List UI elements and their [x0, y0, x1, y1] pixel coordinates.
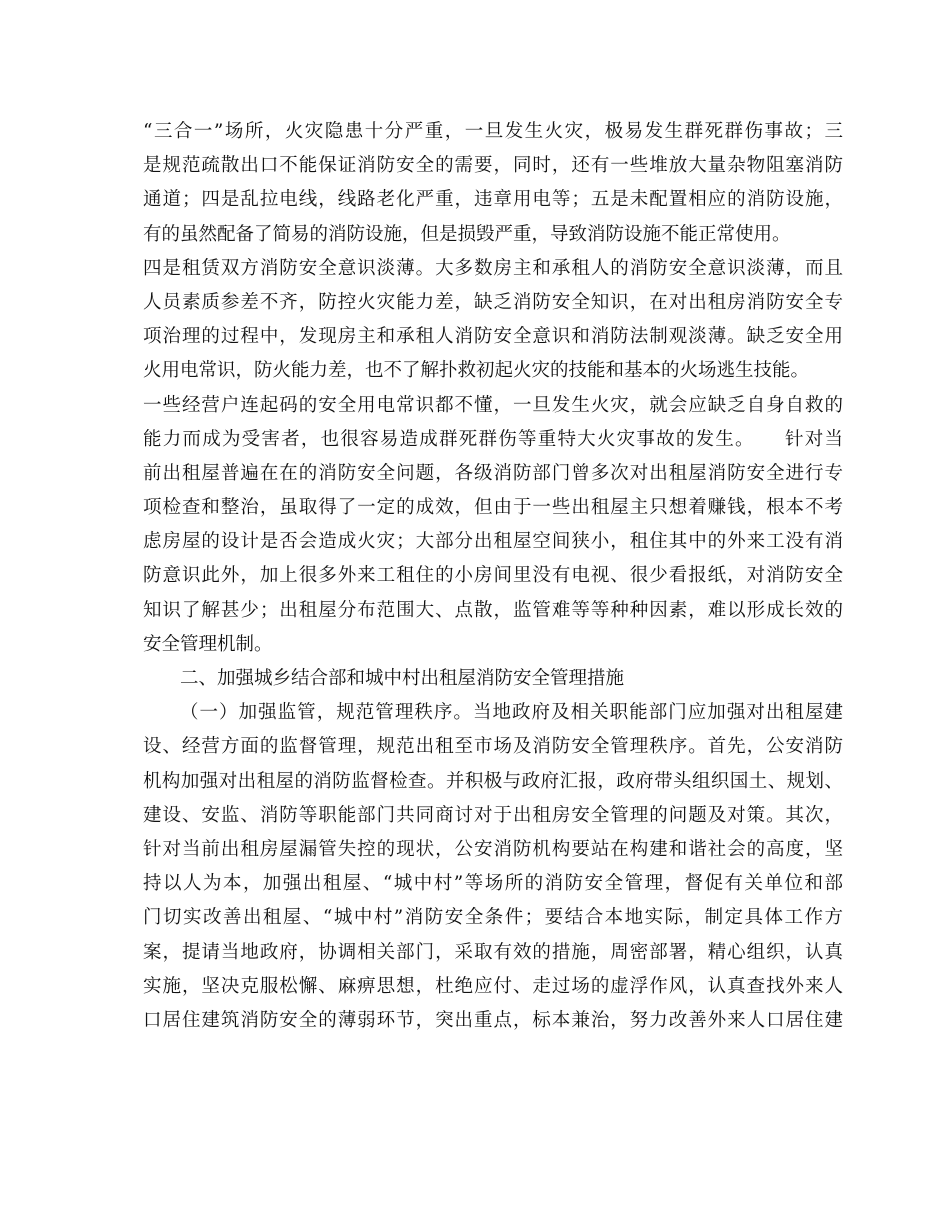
- text-line: 有的虽然配备了简易的消防设施，但是损毁严重，导致消防设施不能正常使用。: [143, 223, 791, 245]
- text-line: 能力而成为受害者，也很容易造成群死群伤等重特大火灾事故的发生。 针对当: [143, 428, 843, 450]
- document-body: [143, 115, 843, 1038]
- text-line: 一些经营户连起码的安全用电常识都不懂，一旦发生火灾，就会应缺乏自身自救的: [143, 394, 843, 416]
- text-line: 人员素质参差不齐，防控火灾能力差，缺乏消防安全知识，在对出租房消防安全专: [143, 291, 843, 313]
- text-line: 虑房屋的设计是否会造成火灾；大部分出租屋空间狭小，租住其中的外来工没有消: [143, 531, 843, 553]
- text-line: 项检查和整治，虽取得了一定的成效，但由于一些出租屋主只想着赚钱，根本不考: [143, 497, 843, 519]
- text-line: 知识了解甚少；出租屋分布范围大、点散，监管难等等种种因素，难以形成长效的: [143, 599, 843, 621]
- section-heading: 二、加强城乡结合部和城中村出租屋消防安全管理措施: [180, 668, 625, 689]
- text-line: “三合一”场所，火灾隐患十分严重，一旦发生火灾，极易发生群死群伤事故；三: [143, 121, 843, 142]
- text-line: 针对当前出租房屋漏管失控的现状，公安消防机构要站在构建和谐社会的高度，坚: [143, 838, 843, 860]
- text-line: 防意识此外，加上很多外来工租住的小房间里没有电视、很少看报纸，对消防安全: [143, 565, 843, 587]
- text-line: 设、经营方面的监督管理，规范出租至市场及消防安全管理秩序。首先，公安消防: [143, 736, 843, 758]
- text-line: 是规范疏散出口不能保证消防安全的需要，同时，还有一些堆放大量杂物阻塞消防: [143, 155, 843, 177]
- text-line: 项治理的过程中，发现房主和承租人消防安全意识和消防法制观淡薄。缺乏安全用: [143, 326, 843, 348]
- text-line: 口居住建筑消防安全的薄弱环节，突出重点，标本兼治，努力改善外来人口居住建: [143, 1009, 843, 1031]
- text-line: 前出租屋普遍在在的消防安全问题，各级消防部门曾多次对出租屋消防安全进行专: [143, 462, 843, 484]
- text-line: 四是租赁双方消防安全意识淡薄。大多数房主和承租人的消防安全意识淡薄，而且: [143, 257, 843, 279]
- text-line: 门切实改善出租屋、“城中村”消防安全条件；要结合本地实际，制定具体工作方: [143, 907, 843, 929]
- text-line: 通道；四是乱拉电线，线路老化严重，违章用电等；五是未配置相应的消防设施，: [143, 189, 843, 211]
- text-line: 持以人为本，加强出租屋、“城中村”等场所的消防安全管理，督促有关单位和部: [143, 873, 843, 895]
- text-line: 火用电常识，防火能力差，也不了解扑救初起火灾的技能和基本的火场逃生技能。: [143, 360, 810, 382]
- text-line: 案，提请当地政府，协调相关部门，采取有效的措施，周密部署，精心组织，认真: [143, 941, 843, 963]
- text-line: 机构加强对出租屋的消防监督检查。并积极与政府汇报，政府带头组织国土、规划、: [143, 770, 843, 792]
- text-line: 安全管理机制。: [143, 633, 273, 655]
- text-line: 建设、安监、消防等职能部门共同商讨对于出租房安全管理的问题及对策。其次，: [143, 804, 843, 826]
- text-line: （一）加强监管，规范管理秩序。当地政府及相关职能部门应加强对出租屋建: [180, 702, 843, 724]
- text-line: 实施，坚决克服松懈、麻痹思想，杜绝应付、走过场的虚浮作风，认真查找外来人: [143, 975, 843, 997]
